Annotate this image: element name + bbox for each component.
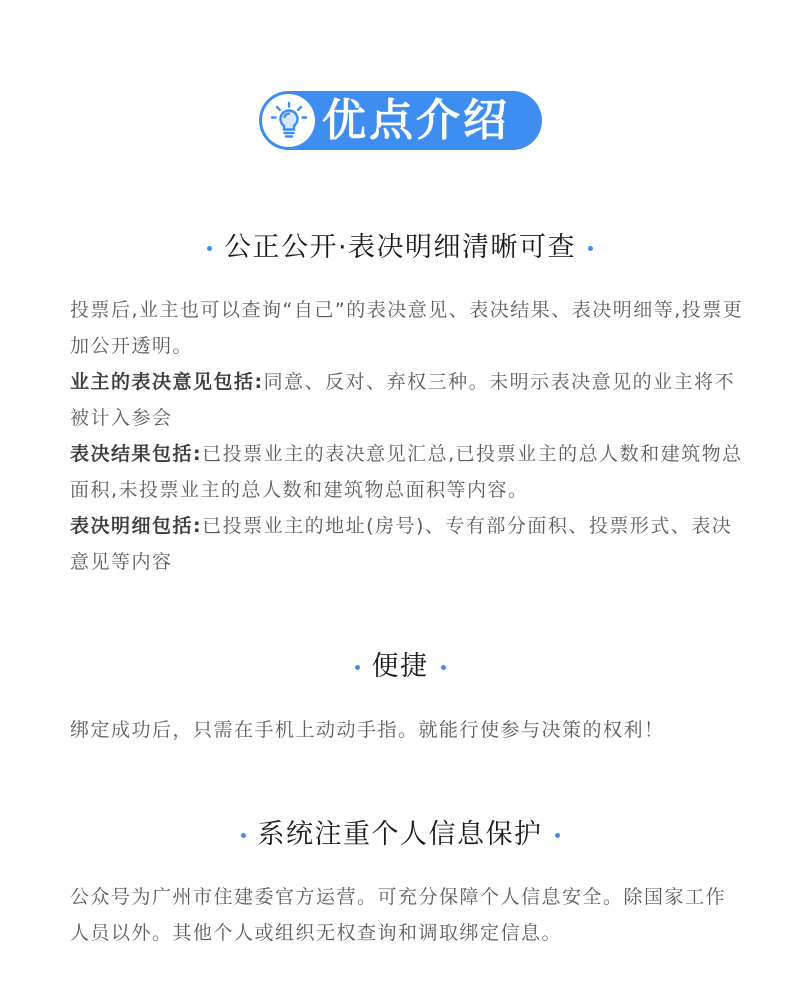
heading-text: 便捷 bbox=[371, 651, 429, 682]
section-heading-convenience bbox=[0, 647, 800, 687]
paragraph-label: 表决结果包括: bbox=[70, 443, 203, 465]
section-heading-fairness bbox=[0, 228, 800, 268]
paragraph-text: 公众号为广州市住建委官方运营。可充分保障个人信息安全。除国家工作人员以外。其他个人或组织无权查询和调取绑定信息。 bbox=[70, 886, 727, 944]
lightbulb-icon bbox=[269, 101, 309, 141]
section-heading-privacy bbox=[0, 815, 800, 855]
section-badge bbox=[259, 91, 542, 150]
paragraph-text: 已投票业主的表决意见汇总,已投票业主的总人数和建筑物总面积,未投票业主的总人数和建筑物总面积等内容。 bbox=[70, 443, 743, 501]
heading-text: 公正公开·表决明细清晰可查 bbox=[223, 232, 577, 263]
heading-dot-right bbox=[441, 665, 446, 670]
paragraph-text: 已投票业主的地址(房号)、专有部分面积、投票形式、表决意见等内容 bbox=[70, 515, 733, 573]
badge-icon-circle bbox=[262, 94, 315, 147]
section-body-fairness bbox=[70, 292, 744, 580]
paragraph-text: 投票后,业主也可以查询“自己”的表决意见、表决结果、表决明细等,投票更加公开透明。 bbox=[70, 299, 744, 357]
paragraph-text: 绑定成功后，只需在手机上动动手指。就能行使参与决策的权利！ bbox=[70, 719, 665, 741]
paragraph bbox=[70, 508, 744, 580]
heading-dot-right bbox=[555, 833, 560, 838]
badge-title: 优点介绍 bbox=[322, 95, 510, 146]
paragraph bbox=[70, 436, 744, 508]
heading-dot-left bbox=[355, 665, 360, 670]
paragraph bbox=[70, 879, 744, 951]
heading-dot-left bbox=[207, 246, 212, 251]
paragraph-text: 同意、反对、弃权三种。未明示表决意见的业主将不被计入参会 bbox=[70, 371, 736, 429]
paragraph-label: 表决明细包括: bbox=[70, 515, 203, 537]
paragraph-label: 业主的表决意见包括: bbox=[70, 371, 264, 393]
section-body-privacy bbox=[70, 879, 744, 951]
heading-dot-left bbox=[241, 833, 246, 838]
heading-dot-right bbox=[588, 246, 593, 251]
paragraph bbox=[70, 364, 744, 436]
paragraph bbox=[70, 712, 744, 748]
paragraph bbox=[70, 292, 744, 364]
heading-text: 系统注重个人信息保护 bbox=[257, 819, 543, 850]
section-body-convenience bbox=[70, 712, 744, 748]
